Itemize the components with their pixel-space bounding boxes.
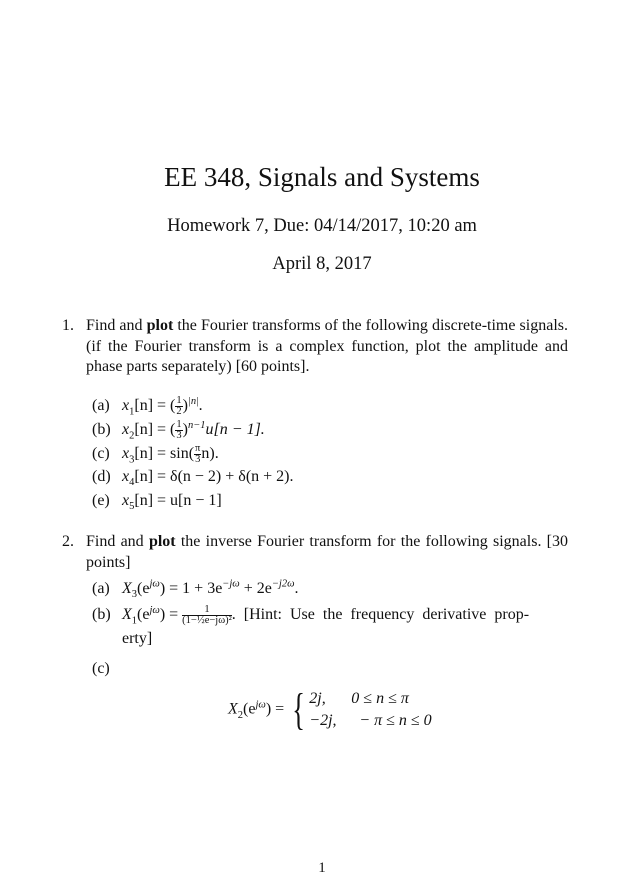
problem-text-bold: plot — [148, 533, 176, 550]
math: 5 — [129, 501, 135, 513]
math: . — [294, 580, 299, 597]
math: ) — [182, 397, 188, 415]
document-title: EE 348, Signals and Systems — [164, 162, 480, 192]
math: (e — [137, 580, 150, 597]
case-value: 2j, — [309, 690, 326, 707]
math: X — [122, 606, 132, 624]
document-subtitle: Homework 7, Due: 04/14/2017, 10:20 am — [167, 216, 477, 236]
item-label: (b) — [92, 421, 111, 439]
math: n−1 — [187, 419, 206, 431]
math: |n| — [187, 395, 199, 407]
math: jω — [255, 699, 266, 711]
math: [n] = u[n − 1] — [134, 492, 222, 509]
math: ) = — [159, 606, 183, 624]
math: 2 — [129, 430, 135, 442]
problem-2 — [62, 532, 569, 573]
math: . — [198, 397, 203, 415]
left-brace: { — [292, 685, 306, 734]
item-label: (d) — [92, 468, 111, 485]
case-condition: − π ≤ n ≤ 0 — [359, 712, 432, 729]
math: [n] = sin( — [134, 445, 195, 463]
math: n). — [201, 445, 219, 463]
hint-text: [Hint: Use the frequency derivative prop- — [243, 606, 530, 624]
math: 1 — [129, 406, 135, 418]
subproblem-item — [92, 420, 265, 441]
subproblem-item — [92, 444, 219, 465]
denominator: (1−½e−jω)² — [182, 615, 232, 626]
numerator: 1 — [182, 605, 232, 616]
subproblem-item — [92, 492, 222, 513]
math: ) = — [265, 700, 285, 718]
math: jω — [149, 604, 160, 616]
case-condition: 0 ≤ n ≤ π — [351, 690, 409, 707]
math: x — [122, 445, 130, 463]
numerator: 1 — [176, 419, 182, 430]
math: u[n − 1]. — [205, 421, 265, 439]
page-number: 1 — [318, 860, 326, 876]
math: (e — [243, 700, 256, 718]
math: X — [122, 580, 132, 597]
math: ) — [182, 421, 188, 439]
subproblem-item — [92, 468, 294, 489]
math: x — [122, 492, 130, 509]
fraction — [175, 396, 182, 417]
math: jω — [149, 578, 160, 590]
problem-2c-equation — [228, 685, 432, 734]
fraction — [182, 605, 232, 626]
math: + 2e — [239, 580, 272, 597]
math: 3 — [129, 454, 135, 466]
problem-number: 2. — [62, 533, 74, 550]
problem-number: 1. — [62, 317, 74, 334]
problem-text-bold: plot — [146, 317, 174, 334]
math: [n] = ( — [134, 397, 176, 415]
item-label: (b) — [92, 606, 111, 624]
hint-text: erty] — [122, 630, 153, 647]
document-date: April 8, 2017 — [272, 254, 372, 274]
math: (e — [137, 606, 150, 624]
item-label: (a) — [92, 397, 110, 415]
denominator: 3 — [176, 430, 182, 441]
problem-text: the Fourier transforms of the following discrete-time signals. (if the Fourier transform is a complex function, plot the amplitude and phase parts separately) [60 points]. — [86, 317, 568, 375]
problem-1 — [62, 316, 568, 378]
case-value: −2j, — [309, 712, 337, 729]
math: x — [122, 421, 130, 439]
problem-2b — [92, 605, 568, 648]
item-label: (e) — [92, 492, 110, 509]
denominator: 3 — [195, 454, 201, 465]
math: ) = 1 + 3e — [159, 580, 223, 597]
math: x — [122, 397, 130, 415]
item-label: (c) — [92, 445, 110, 463]
problem-2c-label: (c) — [92, 660, 110, 677]
problem-2a — [92, 578, 299, 601]
math: 3 — [131, 589, 138, 601]
math: [n] = ( — [134, 421, 176, 439]
math: x — [122, 468, 130, 485]
numerator: 1 — [176, 395, 182, 406]
math: 2 — [237, 709, 244, 721]
problem-text: Find and — [86, 317, 147, 334]
numerator: π — [195, 443, 201, 454]
math: 1 — [131, 615, 138, 627]
math: [n] = δ(n − 2) + δ(n + 2). — [134, 468, 294, 485]
cases — [309, 688, 431, 732]
problem-text: Find and — [86, 533, 149, 550]
math: −jω — [222, 578, 240, 590]
fraction — [175, 420, 182, 441]
item-label: (a) — [92, 580, 110, 597]
subproblem-item — [92, 396, 203, 417]
math: 4 — [129, 477, 135, 489]
math: . — [231, 606, 236, 624]
math: −j2ω — [271, 578, 295, 590]
problem-text: the inverse Fourier transform for the following signals. [30 points] — [86, 533, 569, 571]
denominator: 2 — [176, 406, 182, 417]
math: X — [228, 700, 238, 718]
